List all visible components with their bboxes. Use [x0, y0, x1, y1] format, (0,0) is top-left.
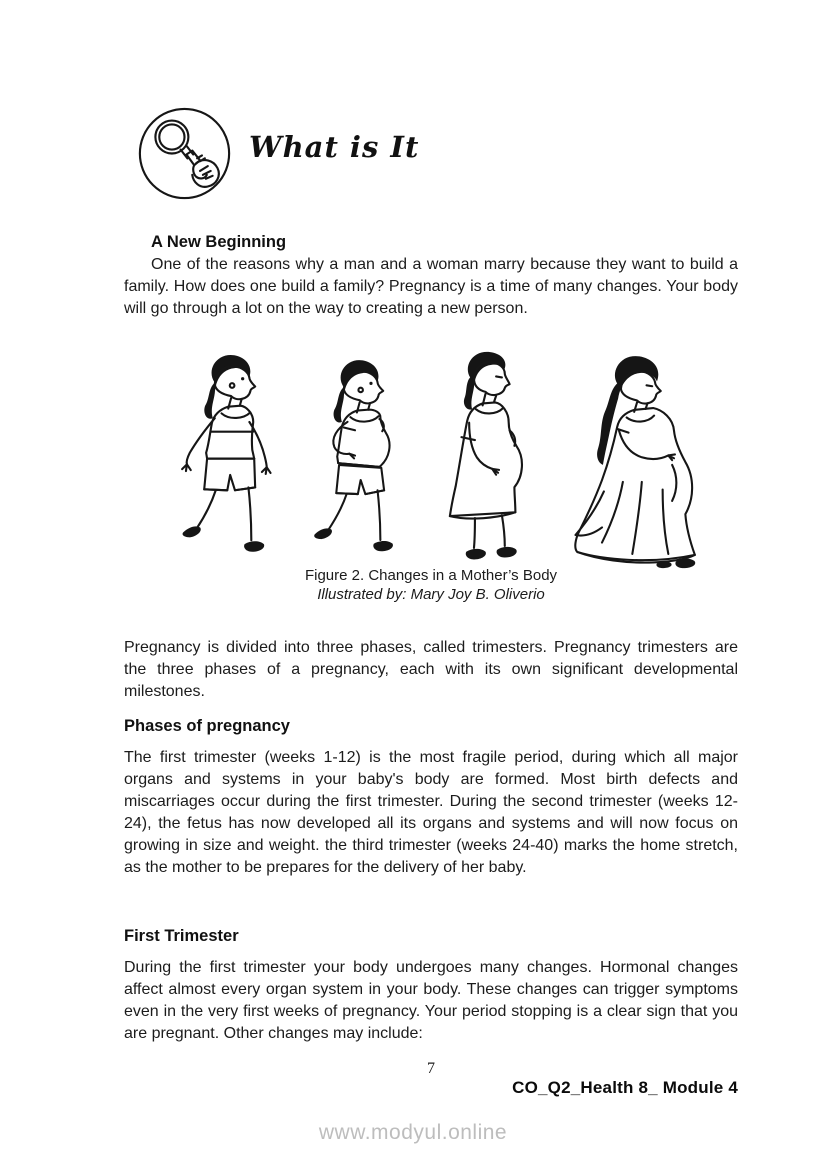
pregnancy-stage-4-figure [566, 337, 722, 571]
pregnancy-stage-2-figure [295, 337, 422, 571]
figure-credit: Illustrated by: Mary Joy B. Oliverio [317, 586, 545, 603]
figure-illustration [160, 337, 722, 571]
magnifier-hand-icon [136, 105, 233, 202]
pregnancy-stage-1-figure [160, 337, 295, 571]
paragraph-phases: The first trimester (weeks 1-12) is the most fragile period, during which all major organs and systems in your baby's body are formed. Most birth defects and miscarriages occur during the first trimester. During the second trimester (weeks 12-24), the fetus has now developed all its organs and systems and will now focus on growing in size and weight. the third trimester (weeks 24-40) marks the home stretch, as the mother to be prepares for the delivery of her baby. [124, 749, 738, 876]
watermark: www.modyul.online [318, 1121, 508, 1144]
figure-caption-block [124, 566, 738, 604]
module-code: CO_Q2_Health 8_ Module 4 [512, 1078, 738, 1097]
heading-first-trimester: First Trimester [124, 927, 239, 945]
page-number: 7 [427, 1060, 435, 1077]
pregnancy-stage-3-figure [421, 337, 565, 571]
figure-caption: Figure 2. Changes in a Mother’s Body [304, 567, 558, 584]
paragraph-intro: One of the reasons why a man and a woman marry because they want to build a family. How does one build a family? Pregnancy is a time of many changes. Your body will go through a lot on the way to creating a new person. [124, 256, 738, 317]
heading-phases-of-pregnancy: Phases of pregnancy [124, 717, 290, 735]
page-title: What is It [249, 130, 420, 164]
heading-a-new-beginning: A New Beginning [151, 233, 287, 251]
paragraph-first-trimester: During the first trimester your body undergoes many changes. Hormonal changes affect almost every organ system in your body. These changes can trigger symptoms even in the very first weeks of pregnancy. Your period stopping is a clear sign that you are pregnant. Other changes may include: [124, 959, 738, 1042]
paragraph-trimesters-intro: Pregnancy is divided into three phases, called trimesters. Pregnancy trimesters are the three phases of a pregnancy, each with its own significant developmental milestones. [124, 639, 738, 700]
